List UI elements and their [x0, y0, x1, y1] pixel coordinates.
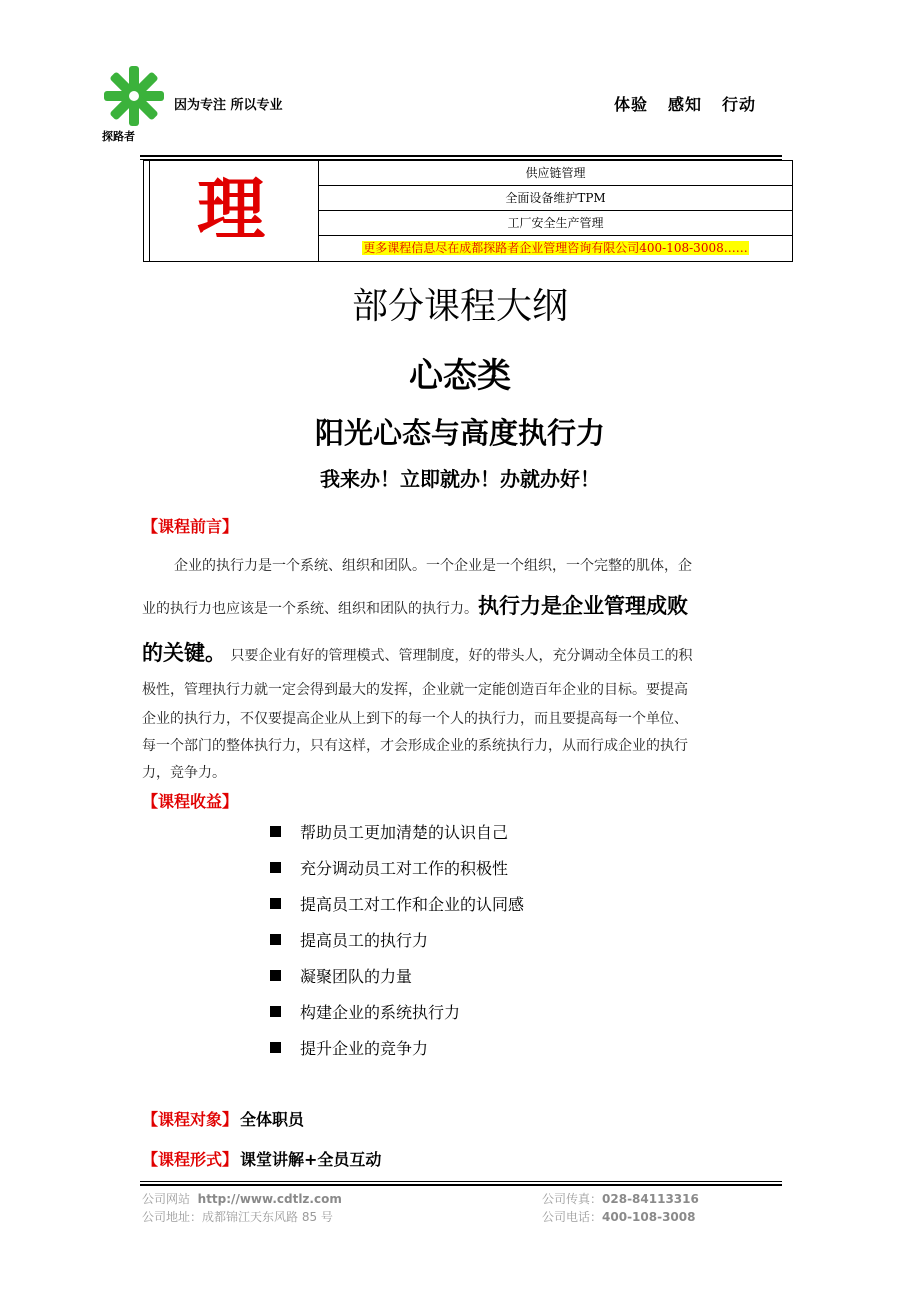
slogan: 因为专注 所以专业	[174, 98, 283, 113]
footer-divider	[140, 1181, 782, 1182]
tagline-word: 感知	[668, 95, 703, 114]
audience-heading: 【课程对象】	[142, 1110, 239, 1129]
bullet-square-icon	[270, 934, 281, 945]
company-logo	[98, 62, 170, 146]
preface-line: 企业的执行力，不仅要提高企业从上到下的每一个人的执行力，而且要提高每一个单位、	[142, 711, 688, 727]
bullet-square-icon	[270, 862, 281, 873]
format-value: 课堂讲解+全员互动	[240, 1150, 382, 1169]
footer-phone: 公司电话：400-108-3008	[542, 1210, 696, 1224]
list-item: 凝聚团队的力量	[270, 964, 412, 988]
more-info-row	[319, 236, 792, 260]
footer-website: 公司网站 http://www.cdtlz.com	[142, 1192, 342, 1206]
preface-line: 的关键。 只要企业有好的管理模式、管理制度，好的带头人，充分调动全体员工的积	[142, 641, 693, 665]
page-title: 部分课程大纲	[351, 286, 568, 327]
header-divider	[140, 155, 782, 157]
footer-fax: 公司传真：028-84113316	[542, 1192, 699, 1206]
list-item: 充分调动员工对工作的积极性	[270, 856, 508, 880]
footer-address: 公司地址：成都锦江天东风路 85 号	[142, 1210, 333, 1224]
preface-line: 力，竞争力。	[142, 765, 226, 781]
tagline	[614, 92, 776, 115]
preface-line: 业的执行力也应该是一个系统、组织和团队的执行力。执行力是企业管理成败	[142, 594, 688, 618]
list-item: 提升企业的竞争力	[270, 1036, 428, 1060]
format-heading: 【课程形式】	[142, 1150, 239, 1169]
course-row: 全面设备维护TPM	[319, 186, 792, 211]
category-title: 心态类	[409, 356, 511, 396]
bullet-square-icon	[270, 970, 281, 981]
bullet-square-icon	[270, 826, 281, 837]
preface-line: 极性，管理执行力就一定会得到最大的发挥，企业就一定能创造百年企业的目标。要提高	[142, 682, 688, 698]
logo-text: 探路者	[102, 130, 135, 143]
bullet-square-icon	[270, 898, 281, 909]
preface-line: 企业的执行力是一个系统、组织和团队。一个企业是一个组织，一个完整的肌体，企	[174, 558, 692, 574]
course-motto: 我来办！立即就办！办就办好！	[320, 467, 600, 491]
benefits-heading: 【课程收益】	[142, 792, 239, 811]
format-section	[142, 1147, 381, 1170]
list-item: 帮助员工更加清楚的认识自己	[270, 820, 508, 844]
course-row: 工厂安全生产管理	[319, 211, 792, 236]
audience-section	[142, 1107, 304, 1130]
preface-heading: 【课程前言】	[142, 517, 239, 536]
list-item: 构建企业的系统执行力	[270, 1000, 460, 1024]
category-box	[144, 161, 319, 261]
course-row: 供应链管理	[319, 161, 792, 186]
tagline-word: 体验	[614, 95, 649, 114]
list-item: 提高员工对工作和企业的认同感	[270, 892, 524, 916]
category-char: 理	[196, 170, 265, 250]
list-item: 提高员工的执行力	[270, 928, 428, 952]
bullet-square-icon	[270, 1042, 281, 1053]
website-link[interactable]: http://www.cdtlz.com	[197, 1192, 342, 1206]
course-title: 阳光心态与高度执行力	[314, 416, 605, 450]
course-table	[143, 160, 793, 262]
preface-line: 每一个部门的整体执行力，只有这样，才会形成企业的系统执行力，从而行成企业的执行	[142, 738, 688, 754]
audience-value: 全体职员	[240, 1110, 305, 1129]
emphasis-text: 的关键。	[142, 641, 226, 665]
more-info-text: 更多课程信息尽在成都探路者企业管理咨询有限公司400-108-3008……	[363, 241, 748, 255]
bullet-square-icon	[270, 1006, 281, 1017]
emphasis-text: 执行力是企业管理成败	[478, 594, 688, 618]
tagline-word: 行动	[722, 95, 757, 114]
footer-divider	[140, 1184, 782, 1186]
